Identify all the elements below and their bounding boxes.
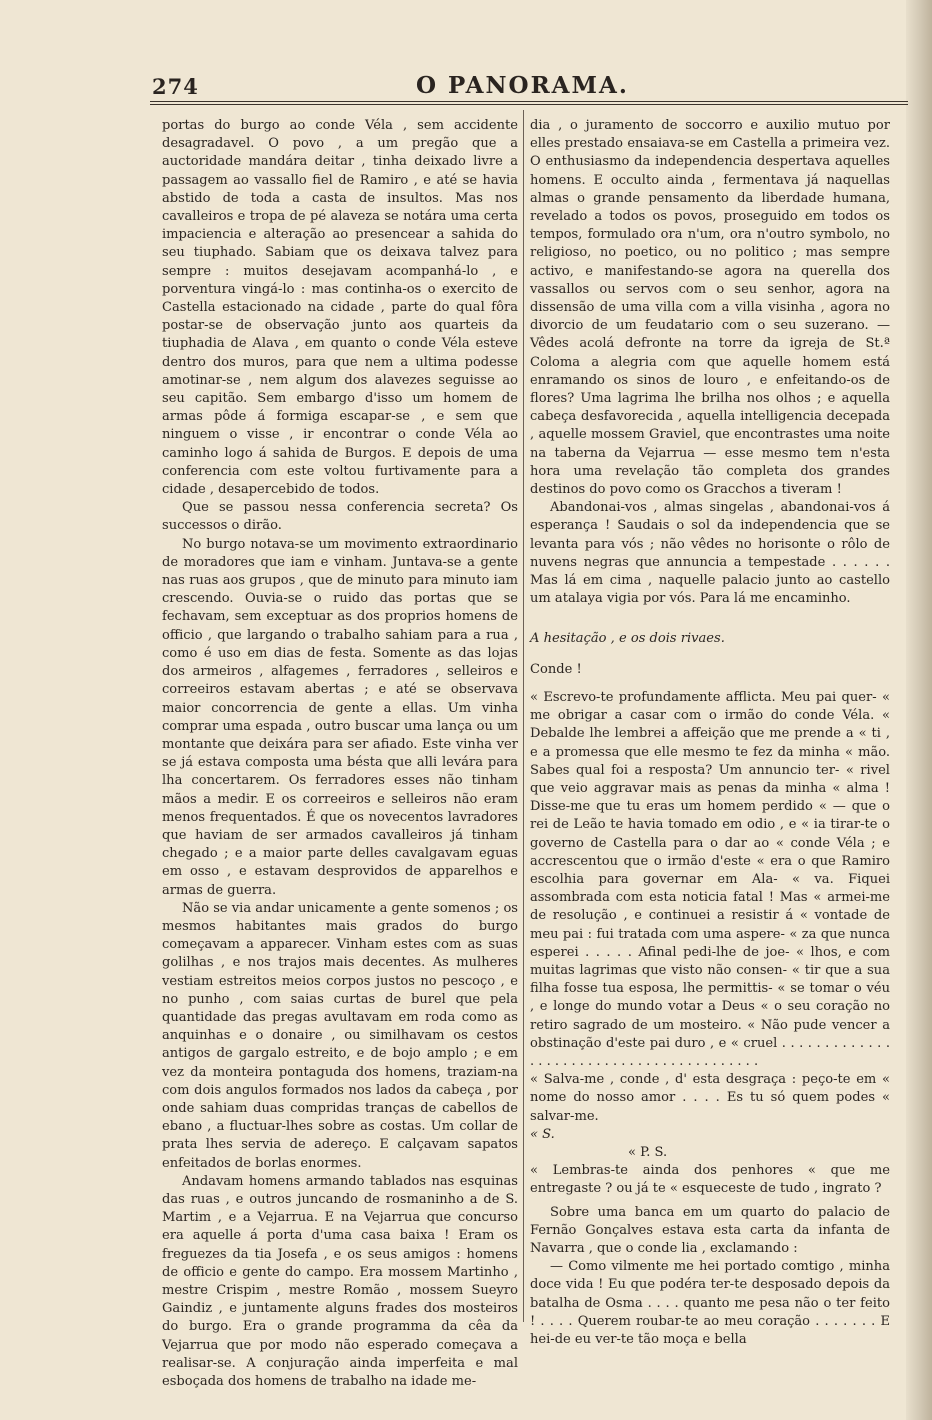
paragraph: — Como vilmente me hei portado comtigo , minha doce vida ! Eu que podéra ter-te desposado depois da batalha de Osma . . . . quanto me pesa não o ter feito ! . . . . Querem roubar-te ao meu coração . . . . . . . E hei-de eu ver-te tão moça e bella [530,1259,890,1347]
postscript-label: « P. S. [628,1144,668,1160]
paragraph: Não se via andar unicamente a gente somenos ; os mesmos habitantes mais grados do burgo começavam a apparecer. Vinham estes com as suas golilhas , e nos trajos mais decentes. As mulheres vestiam estreitos meios corpos justos no pescoço , e no punho , com saias curtas de burel que pela quantidade das pregas avultavam em roda como as anquinhas e o donaire , ou similhavam os cestos antigos de gargalo estreito, e de bojo amplo ; e em vez da monteira pontaguda dos homens, traziam-na com dois angulos formados nos lados da cabeça , por onde sahiam duas compridas tranças de cabellos de ebano , a fluctuar-lhes sobre as costas. Um collar de prata lhes servia de adereço. E calçavam sapatos enfeitados de borlas enormes. [162,900,518,1171]
letter-body: « Escrevo-te profundamente afflicta. Meu pai quer- « me obrigar a casar com o irmão do conde Véla. « Debalde lhe lembrei a affeição que me prende a « ti , e a promessa que elle mesmo te fez da minha « mão. Sabes qual foi a resposta? Um annuncio ter- « rivel que veio aggravar mais as penas da minha « alma ! Disse-me que tu eras um homem perdido « — que o rei de Leão te havia tomado em odio , e « ia tirar-te o governo de Castella para o dar ao « conde Véla ; e accrescentou que o irmão d'este « era o que Ramiro escolhia para governar em Ala- « va. Fiquei assombrada com esta noticia fatal ! Mas « armei-me de resolução , e continuei a resistir á « vontade de meu pai : fui tratada com uma aspere- « za que nunca esperei . . . . . Afinal pedi-lhe de joe- « lhos, e com muitas lagrimas que visto não consen- « tir que a sua filha fosse tua esposa, lhe permittis- « se tomar o véu , e longe do mundo votar a Deus « o seu coração no retiro sagrado de um mosteiro. « Não pude vencer a obstinação d'este pai duro , e « cruel . . . . . . . . . . . . . . . . . . . . . . . . . . . . . . . . . . . . . . . . . [530,689,890,1069]
paragraph: Andavam homens armando tablados nas esquinas das ruas , e outros juncando de rosmaninho a de S. Martim , e a Vejarrua. E na Vejarrua que concurso era aquelle á porta d'uma casa baixa ! Eram os freguezes da tia Josefa , e os seus amigos : homens de officio e gente do campo. Era mossem Martinho , mestre Crispim , mestre Romão , mossem Sueyro Gaindiz , e juntamente alguns frades dos mosteiros do burgo. Era o grande programma da cêa da Vejarrua que por modo não esperado começava a realisar-se. A conjuração ainda imperfeita e mal esboçada dos homens de trabalho na idade me- [162,1173,518,1390]
page-number: 274 [152,74,199,99]
letter-signature: « S. [530,1126,555,1142]
right-column [530,117,890,1349]
left-column [162,117,518,1391]
paragraph: portas do burgo ao conde Véla , sem accidente desagradavel. O povo , a um pregão que a auctoridade mandára deitar , tinha deixado livre a passagem ao vassallo fiel de Ramiro , e até se havia abstido de toda a casta de insultos. Mas nos cavalleiros e tropa de pé alaveza se notára uma certa impaciencia e alteração ao presencear a sahida do seu tiuphado. Sabiam que os deixava talvez para sempre : muitos desejavam acompanhá-lo , e porventura vingá-lo : mas continha-os o exercito de Castella estacionado na cidade , parte do qual fôra postar-se de observação junto aos quarteis da tiuphadia de Alava , em quanto o conde Véla esteve dentro dos muros, para que nem a ultima podesse amotinar-se , nem algum dos alavezes seguisse ao seu capitão. Sem embargo d'isso um homem de armas pôde á formiga escapar-se , e sem que ninguem o visse , ir encontrar o conde Véla ao caminho logo á sahida de Burgos. E depois de uma conferencia com este voltou furtivamente para a cidade , desapercebido de todos. [162,118,518,498]
paragraph: Abandonai-vos , almas singelas , abandonai-vos á esperança ! Saudais o sol da independencia que se levanta para vós ; não vêdes no horisonte o rôlo de nuvens negras que annuncia a tempestade . . . . . . Mas lá em cima , naquelle palacio junto ao castello um atalaya vigia por vós. Para lá me encaminho. [530,500,890,607]
page-binding-edge [906,0,932,1420]
masthead-title: O PANORAMA. [416,72,629,99]
header-rule [150,101,908,105]
paragraph: Que se passou nessa conferencia secreta? Os successos o dirão. [162,500,518,534]
letter-body: « Salva-me , conde , d' esta desgraça : peço-te em « nome do nosso amor . . . . Es tu só quem podes « salvar-me. [530,1072,890,1124]
postscript-text: « Lembras-te ainda dos penhores « que me entregaste ? ou já te « esqueceste de tudo , ingrato ? [530,1163,890,1197]
section-title: A hesitação , e os dois rivaes. [530,631,725,647]
paragraph: dia , o juramento de soccorro e auxilio mutuo por elles prestado ensaiava-se em Castella a primeira vez. O enthusiasmo da independencia despertava aquelles homens. E occulto ainda , fermentava já naquellas almas o grande pensamento da liberdade humana, revelado a todos os povos, proseguido em todos os tempos, formulado ora n'um, ora n'outro symbolo, no religioso, no poetico, ou no politico ; mas sempre activo, e manifestando-se agora na querella dos vassallos ou servos com o seu senhor, agora na dissensão de uma villa com a villa visinha , agora no divorcio de um feudatario com o seu suzerano. — Vêdes acolá defronte na torre da igreja de St.ª Coloma a alegria com que aquelle homem está enramando os sinos de louro , e enfeitando-os de flores? Uma lagrima lhe brilha nos olhos ; e aquella cabeça desfavorecida , aquella intelligencia decepada , aquelle mossem Graviel, que encontrastes uma noite na taberna da Vejarrua — esse mesmo tem n'esta hora uma revelação tão completa dos grandes destinos do povo como os Gracchos a tiveram ! [530,118,890,498]
column-divider [523,110,524,1322]
paragraph: No burgo notava-se um movimento extraordinario de moradores que iam e vinham. Juntava-se a gente nas ruas aos grupos , que de minuto para minuto iam crescendo. Ouvia-se o ruido das portas que se fechavam, sem exceptuar as dos proprios homens de officio , que largando o trabalho sahiam para a rua , como é uso em dias de festa. Somente as das lojas dos armeiros , alfagemes , ferradores , selleiros e correeiros estavam abertas ; e até se observava maior concorrencia de gente a ellas. Um vinha comprar uma espada , outro buscar uma lança ou um montante que deixára para ser afiado. Este vinha ver se já estava composta uma bésta que alli levára para lha concertarem. Os ferradores esses não tinham mãos a medir. E os correeiros e selleiros não eram menos frequentados. É que os novecentos lavradores que haviam de ser armados cavalleiros já tinham chegado ; e a maior parte delles cavalgavam eguas em osso , e estavam desprovidos de apparelhos e armas de guerra. [162,536,518,898]
paragraph: Sobre uma banca em um quarto do palacio de Fernão Gonçalves estava esta carta da infanta de Navarra , que o conde lia , exclamando : [530,1204,890,1256]
letter-salutation: Conde ! [530,661,582,677]
